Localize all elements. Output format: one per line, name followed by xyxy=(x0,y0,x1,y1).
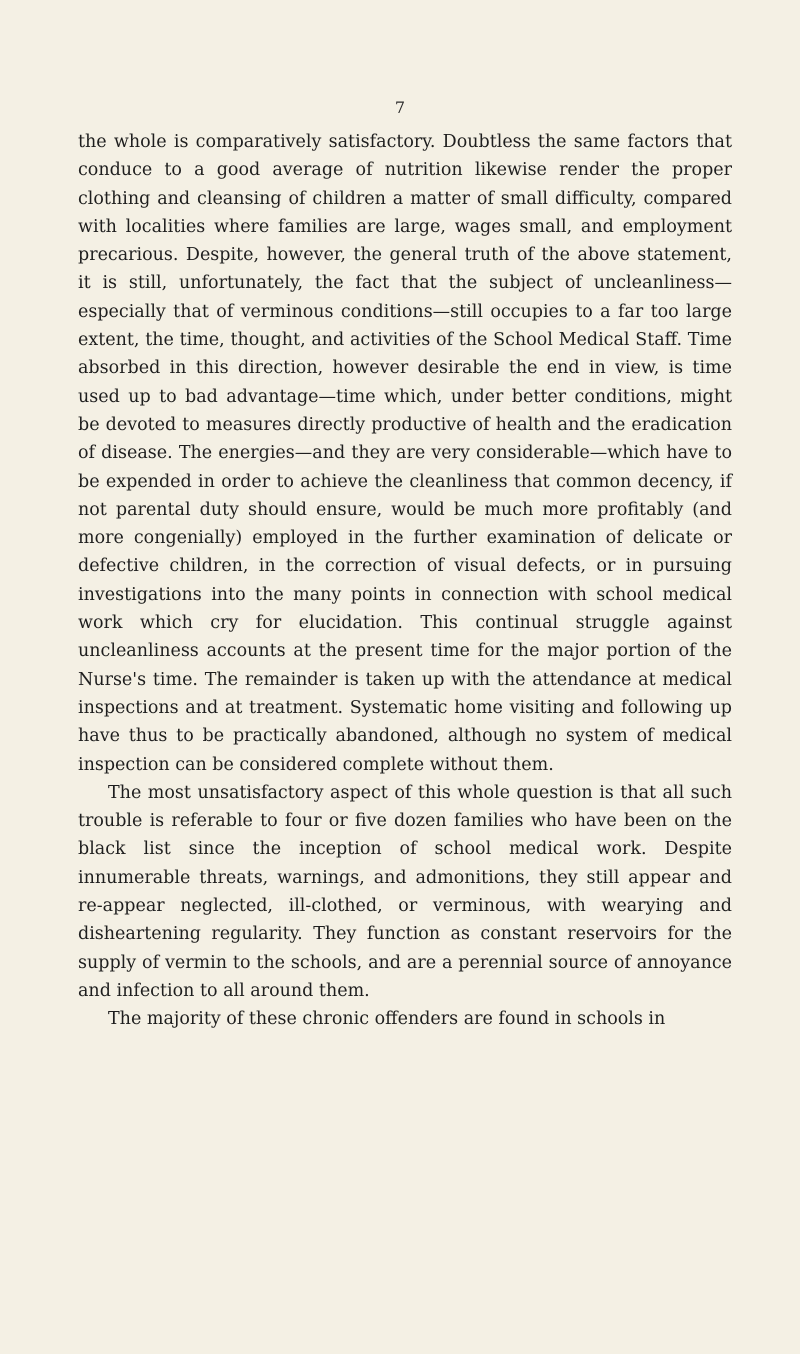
page-number: 7 xyxy=(394,98,406,117)
paragraph-3: The majority of these chronic offenders are found in schools in xyxy=(108,1009,666,1030)
paragraph-1: the whole is comparatively satisfactory. Doubtless the same factors that conduce to a good average of nutrition likewise render the proper clothing and cleansing of children a matter of small difficulty, compared with localities where families are large, wages small, and employment precarious. Despite, however, the general truth of the above statement, it is still, unfortunately, the fact that the subject of uncleanliness—especially that of verminous conditions—still occupies to a far too large extent, the time, thought, and activities of the School Medical Staff. Time absorbed in this direction, however desirable the end in view, is time used up to bad advantage—time which, under better conditions, might be devoted to measures directly productive of health and the eradication of disease. The energies—and they are very considerable—which have to be expended in order to achieve the cleanliness that common decency, if not parental duty should ensure, would be much more profitably (and more congenially) employed in the further examination of delicate or defective children, in the correction of visual defects, or in pursuing investigations into the many points in connection with school medical work which cry for elucidation. This continual struggle against uncleanliness accounts at the present time for the major portion of the Nurse's time. The remainder is taken up with the attendance at medical inspections and at treatment. Systematic home visiting and following up have thus to be practically abandoned, although no system of medical inspection can be considered complete without them. xyxy=(78,132,732,775)
paragraph-2: The most unsatisfactory aspect of this whole question is that all such trouble is referable to four or five dozen families who have been on the black list since the inception of school medical work. Despite innumerable threats, warnings, and admonitions, they still appear and re-appear neglected, ill-clothed, or verminous, with wearying and disheartening regularity. They function as constant reservoirs for the supply of vermin to the schools, and are a perennial source of annoyance and infection to all around them. xyxy=(78,782,732,1001)
body-text xyxy=(78,128,732,1034)
